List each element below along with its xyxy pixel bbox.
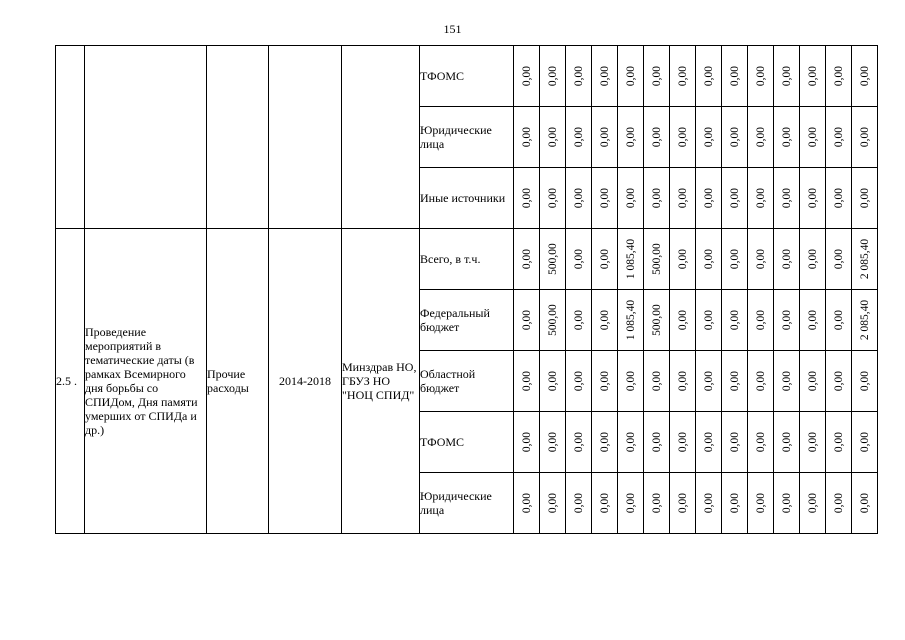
amount-cell [774,168,800,229]
amount-value: 0,00 [520,431,533,453]
amount-cell [696,351,722,412]
amount-cell [618,412,644,473]
amount-value: 0,00 [858,370,871,392]
amount-cell [774,473,800,534]
amount-value: 0,00 [676,187,689,209]
amount-value: 0,00 [754,309,767,331]
amount-value: 0,00 [728,65,741,87]
amount-value: 0,00 [754,431,767,453]
amount-value: 0,00 [832,248,845,270]
amount-value: 0,00 [624,492,637,514]
funding-source-cell: Юридические лица [420,107,514,168]
amount-value: 0,00 [780,65,793,87]
amount-value: 0,00 [520,492,533,514]
amount-cell [748,168,774,229]
amount-value: 0,00 [806,187,819,209]
amount-value: 0,00 [832,492,845,514]
amount-cell [774,412,800,473]
amount-value: 500,00 [650,243,663,275]
amount-cell [852,412,878,473]
amount-value: 0,00 [572,370,585,392]
amount-cell [696,473,722,534]
amount-cell [618,351,644,412]
budget-table [55,45,878,534]
amount-value: 0,00 [780,309,793,331]
amount-cell [566,46,592,107]
amount-value: 0,00 [702,309,715,331]
amount-cell [670,107,696,168]
amount-cell [826,412,852,473]
amount-cell [618,168,644,229]
amount-cell [826,107,852,168]
amount-value: 0,00 [754,248,767,270]
amount-value: 0,00 [598,65,611,87]
amount-value: 0,00 [780,492,793,514]
funding-source-cell: Федеральный бюджет [420,290,514,351]
amount-value: 0,00 [832,187,845,209]
amount-value: 0,00 [598,126,611,148]
amount-value: 0,00 [832,126,845,148]
page-number: 151 [443,22,462,36]
funding-source-cell: ТФОМС [420,412,514,473]
amount-cell [852,473,878,534]
amount-cell [514,473,540,534]
amount-cell [566,412,592,473]
amount-cell [670,473,696,534]
amount-value: 0,00 [624,370,637,392]
amount-value: 0,00 [650,65,663,87]
amount-value: 0,00 [572,65,585,87]
amount-cell [514,412,540,473]
amount-cell [852,168,878,229]
amount-cell [800,107,826,168]
funding-source-cell: Иные источники [420,168,514,229]
amount-value: 0,00 [520,370,533,392]
amount-value: 0,00 [832,370,845,392]
amount-cell [592,351,618,412]
amount-value: 0,00 [702,431,715,453]
amount-cell [670,290,696,351]
amount-cell [670,168,696,229]
amount-value: 0,00 [780,431,793,453]
amount-cell [670,46,696,107]
amount-cell [722,107,748,168]
amount-value: 0,00 [572,187,585,209]
amount-cell [540,168,566,229]
amount-cell [644,351,670,412]
amount-cell [540,46,566,107]
amount-cell [748,473,774,534]
amount-value: 0,00 [806,126,819,148]
amount-value: 0,00 [702,370,715,392]
amount-value: 0,00 [754,492,767,514]
amount-value: 0,00 [572,248,585,270]
amount-cell [722,290,748,351]
table-row [56,229,878,290]
amount-value: 0,00 [702,187,715,209]
amount-value: 0,00 [728,492,741,514]
activity-name-cell: Проведение мероприятий в тематические даты (в рамках Всемирного дня борьбы со СПИДом, Дня памяти умерших от СПИДа и др.) [85,229,207,534]
amount-value: 0,00 [520,187,533,209]
amount-value: 0,00 [546,370,559,392]
amount-value: 0,00 [702,248,715,270]
amount-value: 0,00 [806,65,819,87]
amount-cell [644,290,670,351]
amount-value: 0,00 [806,248,819,270]
amount-value: 0,00 [806,370,819,392]
amount-cell [696,107,722,168]
amount-cell [514,46,540,107]
amount-cell [722,46,748,107]
amount-value: 0,00 [624,187,637,209]
amount-cell [800,290,826,351]
amount-value: 0,00 [728,187,741,209]
amount-value: 0,00 [806,309,819,331]
amount-value: 0,00 [858,431,871,453]
amount-value: 1 085,40 [624,238,637,280]
amount-value: 0,00 [832,309,845,331]
amount-value: 0,00 [676,126,689,148]
amount-cell [800,168,826,229]
amount-cell [540,290,566,351]
executor-cell: Минздрав НО, ГБУЗ НО "НОЦ СПИД" [342,229,420,534]
amount-value: 0,00 [598,492,611,514]
amount-cell [748,46,774,107]
amount-cell [800,473,826,534]
amount-value: 0,00 [728,126,741,148]
amount-cell [670,351,696,412]
amount-value: 0,00 [572,492,585,514]
item-number-cell [56,46,85,229]
amount-cell [852,107,878,168]
amount-cell [852,290,878,351]
amount-cell [852,229,878,290]
amount-cell [566,351,592,412]
amount-cell [644,473,670,534]
amount-value: 2 085,40 [858,299,871,341]
amount-value: 0,00 [676,309,689,331]
amount-value: 500,00 [546,243,559,275]
amount-cell [514,351,540,412]
amount-cell [540,351,566,412]
amount-cell [566,290,592,351]
amount-value: 0,00 [598,309,611,331]
amount-cell [644,229,670,290]
amount-value: 0,00 [858,126,871,148]
amount-cell [644,168,670,229]
amount-cell [826,168,852,229]
amount-value: 0,00 [754,126,767,148]
amount-cell [670,412,696,473]
amount-cell [696,290,722,351]
amount-cell [826,229,852,290]
amount-cell [566,107,592,168]
amount-cell [592,107,618,168]
amount-value: 0,00 [650,431,663,453]
amount-cell [748,412,774,473]
funding-source-cell: Всего, в т.ч. [420,229,514,290]
amount-cell [592,412,618,473]
amount-value: 0,00 [832,65,845,87]
amount-cell [514,229,540,290]
amount-value: 0,00 [546,187,559,209]
amount-cell [540,412,566,473]
table-row [56,46,878,107]
amount-cell [826,473,852,534]
amount-value: 0,00 [572,431,585,453]
amount-cell [592,229,618,290]
amount-value: 0,00 [702,65,715,87]
amount-cell [800,351,826,412]
amount-cell [566,168,592,229]
amount-cell [618,229,644,290]
amount-value: 0,00 [858,187,871,209]
amount-cell [514,168,540,229]
amount-cell [722,473,748,534]
amount-value: 0,00 [780,370,793,392]
amount-value: 0,00 [598,370,611,392]
amount-value: 0,00 [676,431,689,453]
amount-cell [774,46,800,107]
period-cell: 2014-2018 [269,229,342,534]
amount-value: 0,00 [832,431,845,453]
amount-value: 0,00 [676,65,689,87]
expense-type-cell [207,46,269,229]
amount-cell [592,290,618,351]
amount-value: 0,00 [728,309,741,331]
amount-value: 0,00 [728,370,741,392]
amount-cell [566,473,592,534]
amount-value: 0,00 [858,492,871,514]
amount-value: 0,00 [520,248,533,270]
amount-value: 0,00 [572,309,585,331]
activity-name-cell [85,46,207,229]
amount-value: 0,00 [728,431,741,453]
amount-value: 0,00 [780,126,793,148]
funding-source-cell: Юридические лица [420,473,514,534]
amount-value: 0,00 [624,65,637,87]
amount-value: 0,00 [650,187,663,209]
amount-value: 0,00 [754,187,767,209]
amount-cell [774,290,800,351]
amount-value: 1 085,40 [624,299,637,341]
amount-value: 500,00 [650,304,663,336]
period-cell [269,46,342,229]
amount-value: 0,00 [676,248,689,270]
amount-value: 0,00 [676,370,689,392]
amount-value: 0,00 [728,248,741,270]
amount-cell [826,351,852,412]
amount-cell [696,168,722,229]
amount-cell [618,290,644,351]
amount-cell [852,46,878,107]
amount-cell [748,107,774,168]
amount-value: 0,00 [754,370,767,392]
amount-cell [722,351,748,412]
executor-cell [342,46,420,229]
amount-cell [722,168,748,229]
amount-value: 0,00 [650,126,663,148]
amount-cell [514,107,540,168]
funding-source-cell: Областной бюджет [420,351,514,412]
amount-cell [644,412,670,473]
amount-cell [774,229,800,290]
item-number-cell: 2.5 . [56,229,85,534]
amount-cell [592,168,618,229]
amount-cell [618,46,644,107]
amount-value: 0,00 [598,187,611,209]
amount-value: 0,00 [520,65,533,87]
amount-cell [800,46,826,107]
amount-value: 0,00 [572,126,585,148]
amount-value: 0,00 [520,309,533,331]
amount-cell [774,351,800,412]
amount-cell [800,229,826,290]
amount-cell [644,46,670,107]
amount-value: 0,00 [650,492,663,514]
amount-cell [748,229,774,290]
amount-cell [748,351,774,412]
amount-cell [566,229,592,290]
amount-cell [618,107,644,168]
amount-value: 0,00 [676,492,689,514]
amount-value: 0,00 [702,492,715,514]
amount-cell [722,412,748,473]
amount-value: 0,00 [702,126,715,148]
amount-value: 0,00 [520,126,533,148]
amount-cell [670,229,696,290]
amount-cell [540,473,566,534]
amount-value: 0,00 [858,65,871,87]
amount-cell [644,107,670,168]
amount-cell [696,229,722,290]
amount-cell [696,412,722,473]
amount-value: 500,00 [546,304,559,336]
amount-cell [826,46,852,107]
amount-value: 0,00 [598,431,611,453]
amount-value: 0,00 [624,126,637,148]
amount-cell [722,229,748,290]
amount-value: 0,00 [806,431,819,453]
amount-cell [774,107,800,168]
amount-value: 0,00 [598,248,611,270]
amount-cell [618,473,644,534]
amount-cell [592,473,618,534]
amount-value: 0,00 [546,431,559,453]
amount-value: 0,00 [546,65,559,87]
amount-value: 0,00 [624,431,637,453]
amount-cell [540,107,566,168]
amount-value: 2 085,40 [858,238,871,280]
amount-value: 0,00 [546,492,559,514]
funding-source-cell: ТФОМС [420,46,514,107]
amount-value: 0,00 [780,248,793,270]
amount-cell [826,290,852,351]
amount-value: 0,00 [650,370,663,392]
expense-type-cell: Прочие расходы [207,229,269,534]
amount-cell [514,290,540,351]
amount-cell [800,412,826,473]
amount-cell [696,46,722,107]
amount-cell [852,351,878,412]
amount-value: 0,00 [806,492,819,514]
amount-cell [592,46,618,107]
amount-cell [748,290,774,351]
amount-cell [540,229,566,290]
amount-value: 0,00 [780,187,793,209]
amount-value: 0,00 [754,65,767,87]
amount-value: 0,00 [546,126,559,148]
